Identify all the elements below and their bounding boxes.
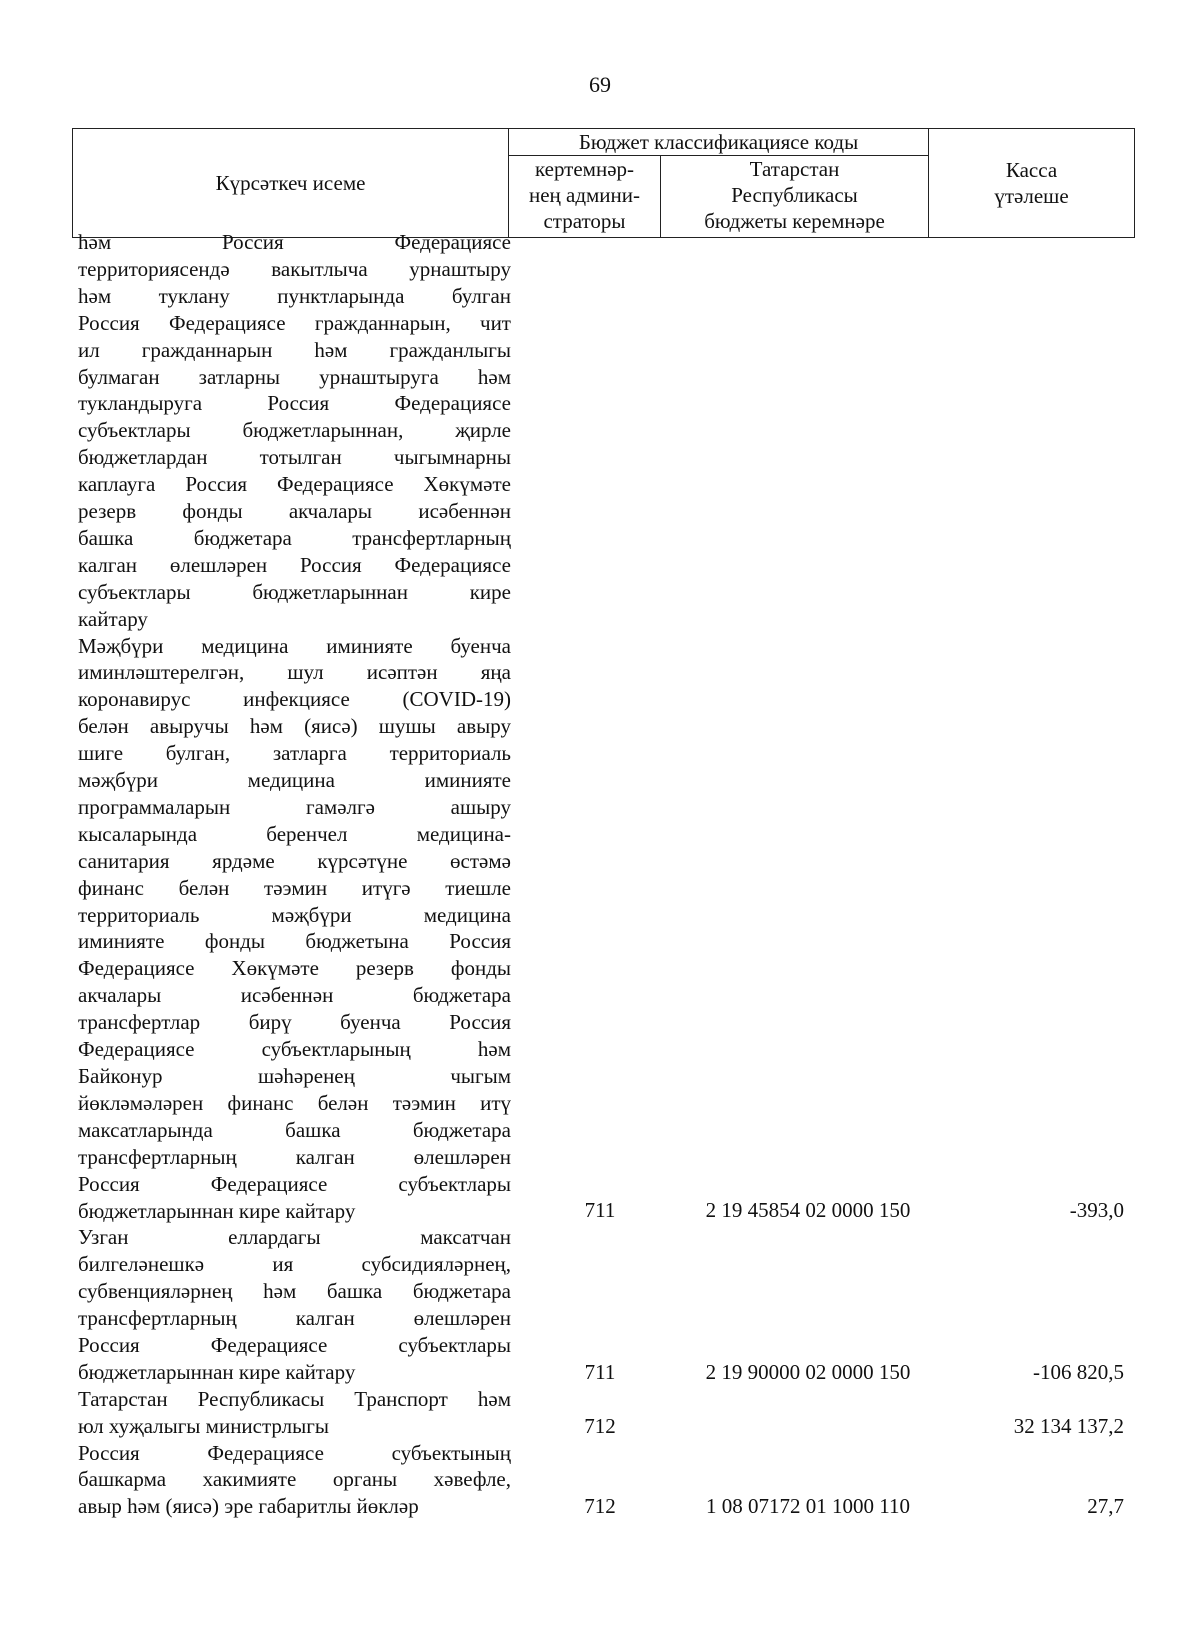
row-name-line: финанс белән тәэмин итүгә тиешле (78, 875, 511, 900)
row-admin-code: 712 (584, 1494, 616, 1519)
row-name-line: субъектлары бюджетларыннан, җирле (78, 418, 511, 443)
row-name-line: Татарстан Республикасы Транспорт һәм (78, 1386, 511, 1411)
row-name-line: кысаларында беренчел медицина- (78, 821, 511, 846)
row-budget-code: 1 08 07172 01 1000 110 (706, 1494, 910, 1519)
header-code-line: Республикасы (731, 183, 858, 207)
row-name-line: Байконур шәһәренең чыгым (78, 1064, 511, 1088)
row-name-line: Мәҗбүри медицина иминияте буенча (78, 633, 511, 658)
row-name-line: коронавирус инфекциясе (COVID-19) (78, 687, 511, 712)
row-name-line: башкарма хакимияте органы хәвефле, (78, 1467, 511, 1492)
table-row (0, 1386, 1200, 1440)
row-name-line: юл хуҗалыгы министрлыгы (78, 1413, 329, 1438)
row-name-line: белән авыручы һәм (яисә) шушы авыру (78, 714, 511, 739)
row-name-line: кайтару (78, 606, 148, 631)
row-indicator-name (78, 1224, 511, 1385)
header-admin-line: нең админи- (528, 183, 641, 207)
row-indicator-name (78, 229, 511, 633)
row-name-line: йөкләмәләрен финанс белән тәэмин итү (78, 1090, 511, 1115)
row-admin-code: 711 (584, 1359, 616, 1384)
row-name-line: максатларында башка бюджетара (78, 1117, 511, 1142)
row-name-line: ил гражданнарын һәм гражданлыгы (78, 337, 511, 362)
table-row (0, 1224, 1200, 1385)
row-budget-code: 2 19 45854 02 0000 150 (705, 1198, 911, 1223)
header-code-line: бюджеты керемнәре (704, 209, 885, 233)
row-name-line: авыр һәм (яисә) эре габаритлы йөкләр (78, 1494, 419, 1519)
row-name-line: иминләштерелгән, шул исәптән яңа (78, 660, 511, 685)
row-name-line: шиге булган, затларга территориаль (78, 741, 511, 766)
header-sum-line: үтәлеше (994, 184, 1069, 208)
row-cash-execution: 27,7 (1087, 1494, 1124, 1519)
row-name-line: санитария ярдәме күрсәтүне өстәмә (78, 848, 511, 873)
row-name-line: һәм Россия Федерациясе (78, 230, 511, 254)
header-admin-line: кертемнәр- (534, 157, 635, 181)
row-indicator-name (78, 1440, 511, 1521)
row-name-line: Россия Федерациясе гражданнарын, чит (78, 310, 511, 335)
row-name-line: акчалары исәбеннән бюджетара (78, 983, 511, 1008)
row-cash-execution: -393,0 (1069, 1198, 1124, 1223)
row-name-line: трансфертларның калган өлешләрен (78, 1144, 511, 1169)
row-name-line: Россия Федерациясе субъектының (78, 1440, 511, 1465)
header-group-label: Бюджет классификациясе коды (578, 130, 859, 154)
row-indicator-name (78, 633, 511, 1225)
row-name-line: калган өлешләрен Россия Федерациясе (78, 552, 511, 577)
row-indicator-name (78, 1386, 511, 1440)
header-name-label: Күрсәткеч исеме (215, 171, 366, 195)
row-name-line: программаларын гамәлгә ашыру (78, 794, 511, 819)
row-cash-execution: 32 134 137,2 (1013, 1413, 1124, 1438)
row-cash-execution: -106 820,5 (1033, 1359, 1124, 1384)
row-name-line: территориясендә вакытлыча урнаштыру (78, 256, 511, 281)
row-name-line: мәҗбүри медицина иминияте (78, 768, 511, 793)
row-name-line: бюджетлардан тотылган чыгымнарны (78, 445, 511, 470)
row-name-line: трансфертлар бирү буенча Россия (78, 1010, 511, 1035)
row-name-line: Россия Федерациясе субъектлары (78, 1332, 511, 1357)
header-code-line: Татарстан (749, 157, 840, 181)
row-admin-code: 711 (584, 1198, 616, 1223)
row-name-line: тукландыруга Россия Федерациясе (78, 391, 511, 416)
row-name-line: булмаган затларны урнаштыруга һәм (78, 364, 511, 389)
row-name-line: территориаль мәҗбүри медицина (78, 902, 511, 927)
row-admin-code: 712 (584, 1413, 616, 1438)
table-row (0, 1440, 1200, 1521)
row-name-line: субвенцияләрнең һәм башка бюджетара (78, 1279, 511, 1304)
row-name-line: Федерациясе субъектларының һәм (78, 1037, 511, 1062)
row-name-line: иминияте фонды бюджетына Россия (78, 929, 511, 954)
header-admin-line: страторы (543, 209, 626, 233)
row-name-line: һәм туклану пунктларында булган (78, 283, 511, 308)
row-name-line: башка бюджетара трансфертларның (78, 525, 511, 550)
row-name-line: каплауга Россия Федерациясе Хөкүмәте (78, 472, 511, 497)
row-name-line: субъектлары бюджетларыннан кире (78, 579, 511, 604)
row-name-line: резерв фонды акчалары исәбеннән (78, 499, 511, 524)
page-number: 69 (589, 72, 611, 97)
row-name-line: трансфертларның калган өлешләрен (78, 1306, 511, 1331)
row-name-line: Узган еллардагы максатчан (78, 1225, 511, 1250)
header-sum-line: Касса (1005, 158, 1058, 182)
table-row (0, 633, 1200, 1225)
row-name-line: билгеләнешкә ия субсидияләрнең, (78, 1252, 511, 1277)
row-name-line: Россия Федерациясе субъектлары (78, 1171, 511, 1196)
row-budget-code: 2 19 90000 02 0000 150 (705, 1359, 911, 1384)
row-name-line: бюджетларыннан кире кайтару (78, 1359, 356, 1384)
row-name-line: Федерациясе Хөкүмәте резерв фонды (78, 956, 511, 981)
table-row (0, 229, 1200, 633)
row-name-line: бюджетларыннан кире кайтару (78, 1198, 356, 1223)
